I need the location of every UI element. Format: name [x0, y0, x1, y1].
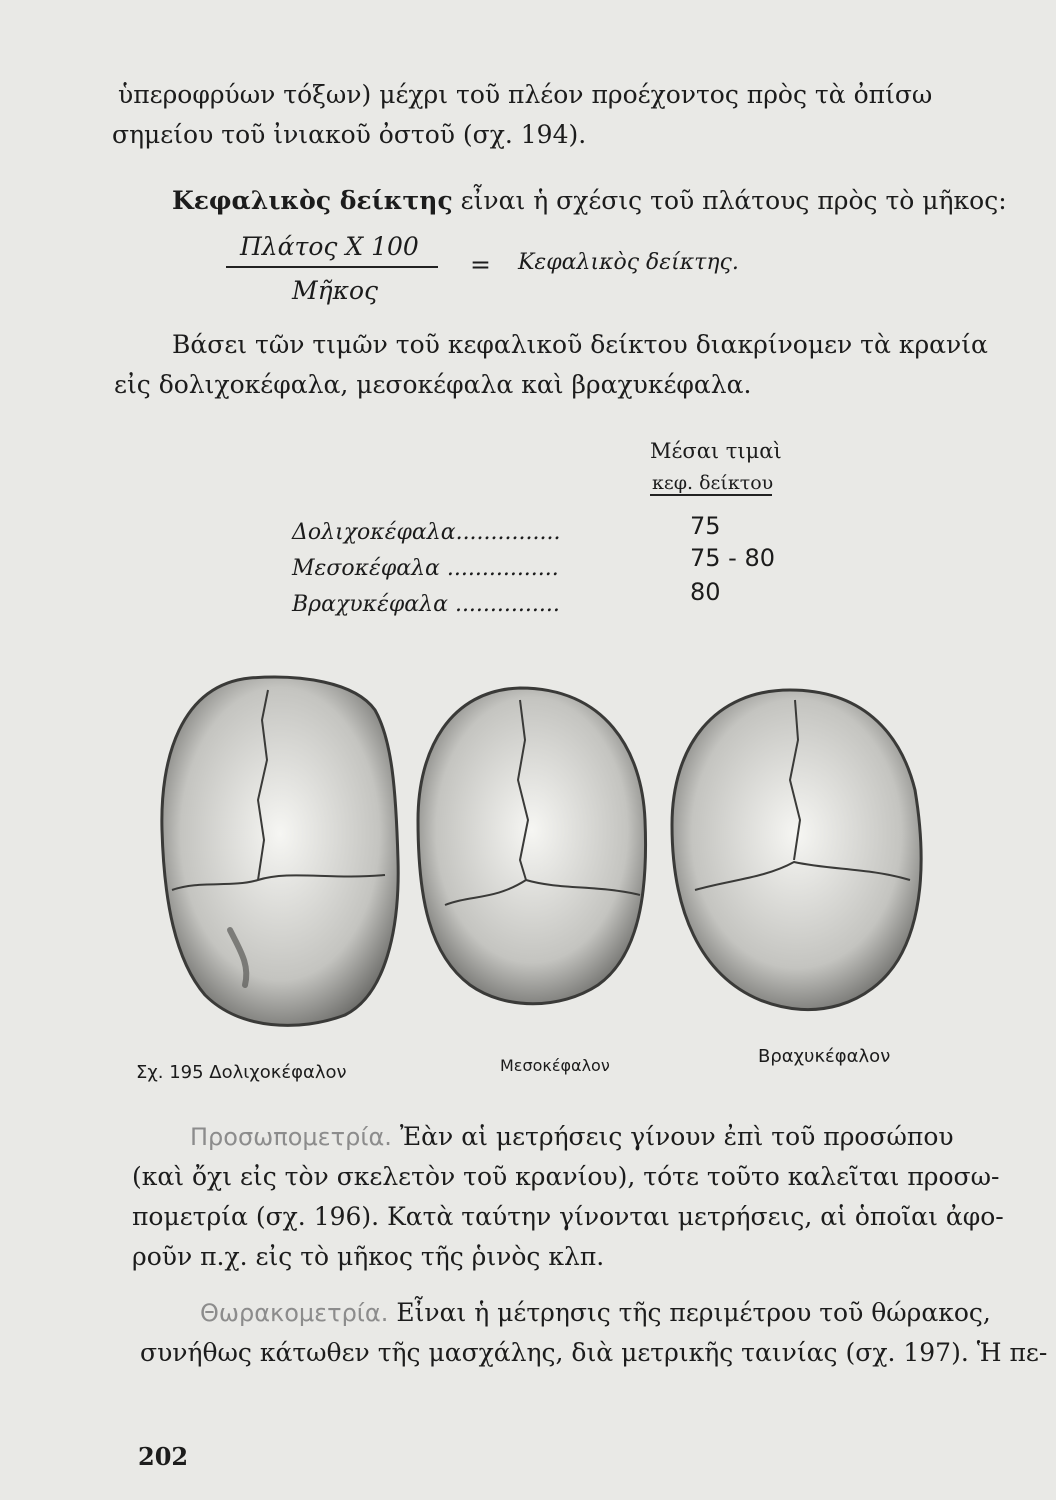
thoracometry-term: Θωρακομετρία. — [200, 1299, 389, 1327]
formula-result: Κεφαλικὸς δείκτης. — [518, 250, 739, 275]
table-row-value-brachy: 80 — [690, 578, 721, 606]
prosopometry-line-1 — [190, 1122, 954, 1152]
classification-line-2: εἰς δολιχοκέφαλα, μεσοκέφαλα καὶ βραχυκέφαλα. — [114, 370, 752, 399]
thoracometry-line-2: συνήθως κάτωθεν τῆς μασχάλης, διὰ μετρικῆς ταινίας (σχ. 197). Ἡ πε- — [140, 1338, 1048, 1367]
cephalic-index-definition-text: εἶναι ἡ σχέσις τοῦ πλάτους πρὸς τὸ μῆκος: — [452, 186, 1007, 215]
page-number: 202 — [138, 1442, 189, 1471]
thoracometry-line-1-text: Εἶναι ἡ μέτρησις τῆς περιμέτρου τοῦ θώρακος, — [388, 1298, 991, 1327]
skull-dolichocephalic-image — [162, 677, 398, 1025]
table-row-label-dolicho: Δολιχοκέφαλα............... — [292, 520, 561, 545]
table-row-label-brachy: Βραχυκέφαλα ............... — [292, 592, 560, 617]
prosopometry-line-1-text: Ἐὰν αἱ μετρήσεις γίνουν ἐπὶ τοῦ προσώπου — [391, 1122, 954, 1151]
skull-mesocephalic-image — [418, 688, 646, 1004]
formula-denominator: Μῆκος — [292, 276, 379, 305]
prosopometry-line-2: (καὶ ὄχι εἰς τὸν σκελετὸν τοῦ κρανίου), τότε τοῦτο καλεῖται προσω- — [132, 1162, 1000, 1191]
text-line-2: σημείου τοῦ ἰνιακοῦ ὀστοῦ (σχ. 194). — [112, 120, 587, 149]
table-header-line-2: κεφ. δείκτου — [652, 472, 774, 494]
figure-caption-brachycephalic: Βραχυκέφαλον — [758, 1046, 891, 1067]
table-row-label-meso: Μεσοκέφαλα ................ — [292, 556, 559, 581]
skull-brachycephalic-image — [672, 690, 921, 1010]
formula-numerator: Πλάτος Χ 100 — [240, 232, 419, 261]
table-header-line-1: Μέσαι τιμαὶ — [650, 439, 782, 463]
prosopometry-term: Προσωπομετρία. — [190, 1123, 392, 1151]
cephalic-index-term: Κεφαλικὸς δείκτης — [172, 186, 453, 215]
prosopometry-line-4: ροῦν π.χ. εἰς τὸ μῆκος τῆς ῥινὸς κλπ. — [132, 1242, 605, 1271]
classification-line-1: Βάσει τῶν τιμῶν τοῦ κεφαλικοῦ δείκτου διακρίνομεν τὰ κρανία — [172, 330, 988, 359]
table-row-value-dolicho: 75 — [690, 512, 721, 540]
table-row-value-meso: 75 - 80 — [690, 544, 775, 572]
text-line-1: ὑπεροφρύων τόξων) μέχρι τοῦ πλέον προέχοντος πρὸς τὰ ὀπίσω — [118, 80, 933, 109]
figure-caption-dolichocephalic: Σχ. 195 Δολιχοκέφαλον — [136, 1062, 347, 1083]
thoracometry-line-1 — [200, 1298, 991, 1328]
figure-caption-mesocephalic: Μεσοκέφαλον — [500, 1056, 610, 1075]
prosopometry-line-3: πομετρία (σχ. 196). Κατὰ ταύτην γίνονται μετρήσεις, αἱ ὁποῖαι ἀφο- — [132, 1202, 1004, 1231]
formula-equals: = — [470, 250, 491, 279]
